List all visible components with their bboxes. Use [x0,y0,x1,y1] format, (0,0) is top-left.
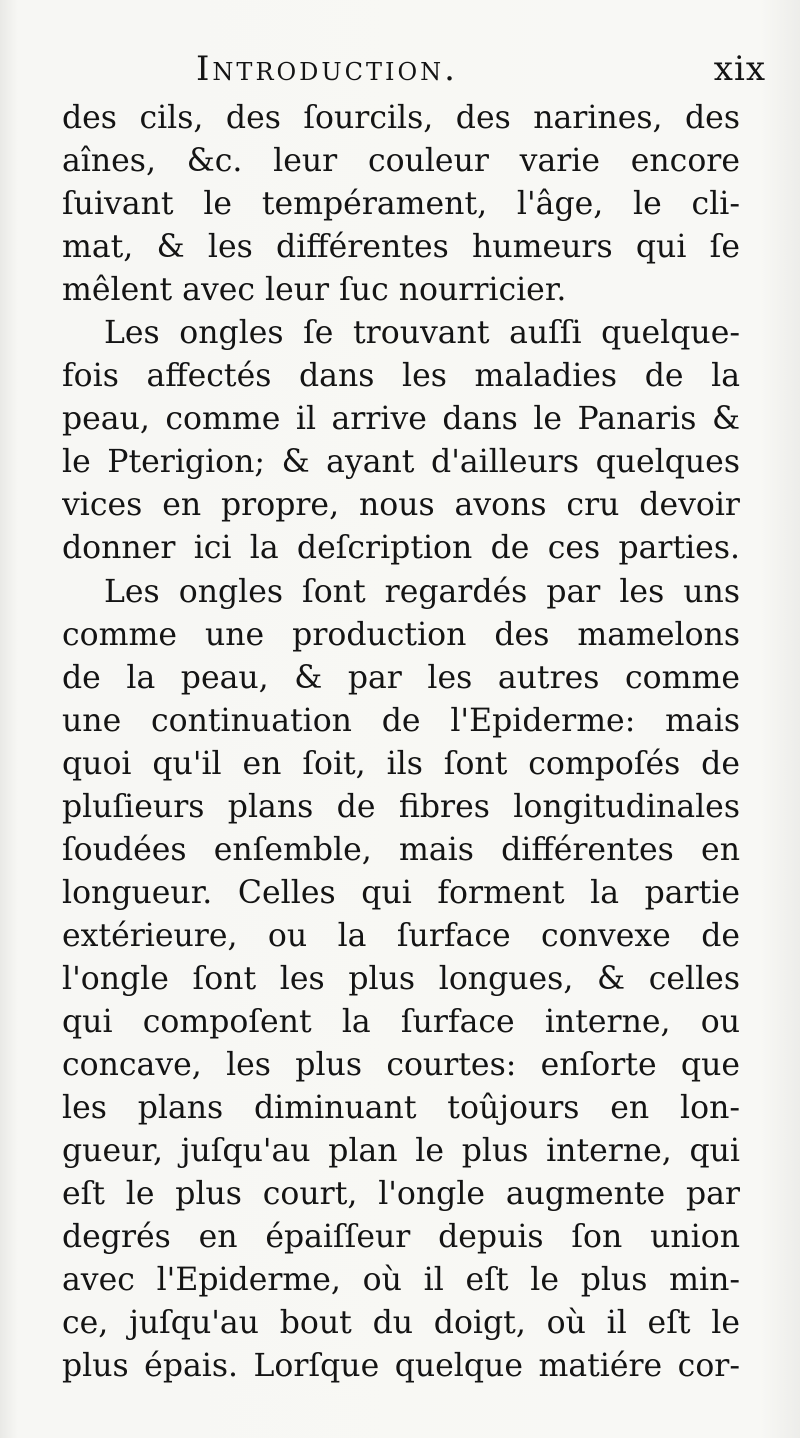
text-line: ce, juſqu'au bout du doigt, où il eſt le [62,1305,740,1341]
text-line: avec l'Epiderme, où il eſt le plus min- [62,1262,740,1298]
text-line: des cils, des ſourcils, des narines, des [62,100,740,136]
text-line: fois affectés dans les maladies de la [62,358,740,394]
text-line: Les ongles ſe trouvant auſſi quelque- [104,315,740,351]
text-line: longueur. Celles qui forment la partie [62,875,740,911]
text-line: extérieure, ou la ſurface convexe de [62,918,740,954]
text-line: gueur, juſqu'au plan le plus interne, qui [62,1133,740,1169]
text-line: le Pterigion; & ayant d'ailleurs quelques [62,444,740,480]
text-line: de la peau, & par les autres comme [62,660,740,696]
text-line: eſt le plus court, l'ongle augmente par [62,1176,740,1212]
text-line: ſuivant le tempérament, l'âge, le cli- [62,186,740,222]
text-line: vices en propre, nous avons cru devoir [62,487,740,523]
text-line: ſoudées enſemble, mais différentes en [62,832,740,868]
text-line: l'ongle ſont les plus longues, & celles [62,961,740,997]
text-line: degrés en épaiſſeur depuis ſon union [62,1219,740,1255]
text-line: donner ici la deſcription de ces parties. [62,530,740,566]
text-line: concave, les plus courtes: enſorte que [62,1047,740,1083]
text-line: plus épais. Lorſque quelque matiére cor- [62,1348,740,1384]
running-title: Introduction. [196,49,458,89]
text-line: une continuation de l'Epiderme: mais [62,703,740,739]
text-line: les plans diminuant toûjours en lon- [62,1090,740,1126]
text-line: qui compoſent la ſurface interne, ou [62,1004,740,1040]
page-number: xix [713,49,766,89]
text-line: peau, comme il arrive dans le Panaris & [62,401,740,437]
text-line: mat, & les différentes humeurs qui ſe [62,229,740,265]
text-line: quoi qu'il en ſoit, ils ſont compoſés de [62,746,740,782]
text-line: comme une production des mamelons [62,617,740,653]
text-line: pluſieurs plans de fibres longitudinales [62,789,740,825]
page-header [196,44,766,94]
text-line: Les ongles ſont regardés par les uns [104,574,740,610]
text-line: aînes, &c. leur couleur varie encore [62,143,740,179]
text-line: mêlent avec leur ſuc nourricier. [62,272,567,308]
